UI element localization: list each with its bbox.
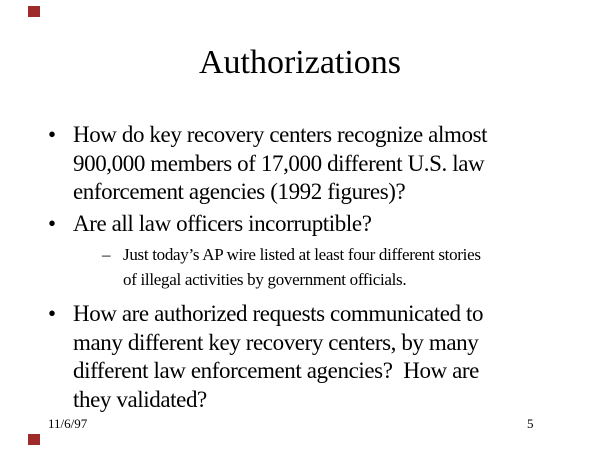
bullet-item — [48, 121, 487, 207]
slide-date: 11/6/97 — [48, 416, 88, 431]
sub-bullet-line: of illegal activities by government officials. — [123, 270, 407, 289]
bullet-line: 900,000 members of 17,000 different U.S. law — [73, 150, 485, 176]
sub-bullet-item — [102, 242, 481, 292]
bullet-line: different law enforcement agencies? How are — [73, 358, 479, 383]
red-corner-marker-top — [28, 6, 40, 17]
bullet-item — [48, 300, 483, 414]
bullet-text — [73, 300, 483, 414]
page-number: 5 — [527, 416, 534, 431]
slide-title: Authorizations — [198, 44, 402, 81]
bullet-item — [48, 210, 372, 239]
sub-bullet-line: Just today’s AP wire listed at least four different stories — [123, 245, 481, 264]
sub-bullet-text — [123, 242, 481, 292]
bullet-line: How are authorized requests communicated to — [73, 301, 484, 326]
red-corner-marker-bottom — [28, 434, 40, 445]
bullet-icon: • — [48, 301, 57, 326]
bullet-text — [73, 210, 372, 239]
bullet-line: they validated? — [73, 386, 207, 412]
dash-icon: – — [102, 245, 111, 264]
bullet-icon: • — [48, 211, 57, 236]
bullet-text — [73, 121, 487, 207]
bullet-line: How do key recovery centers recognize almost — [73, 122, 488, 147]
bullet-line: enforcement agencies (1992 figures)? — [73, 179, 406, 204]
bullet-icon: • — [48, 122, 57, 147]
bullet-line: Are all law officers incorruptible? — [73, 211, 372, 236]
bullet-line: many different key recovery centers, by many — [73, 329, 479, 355]
